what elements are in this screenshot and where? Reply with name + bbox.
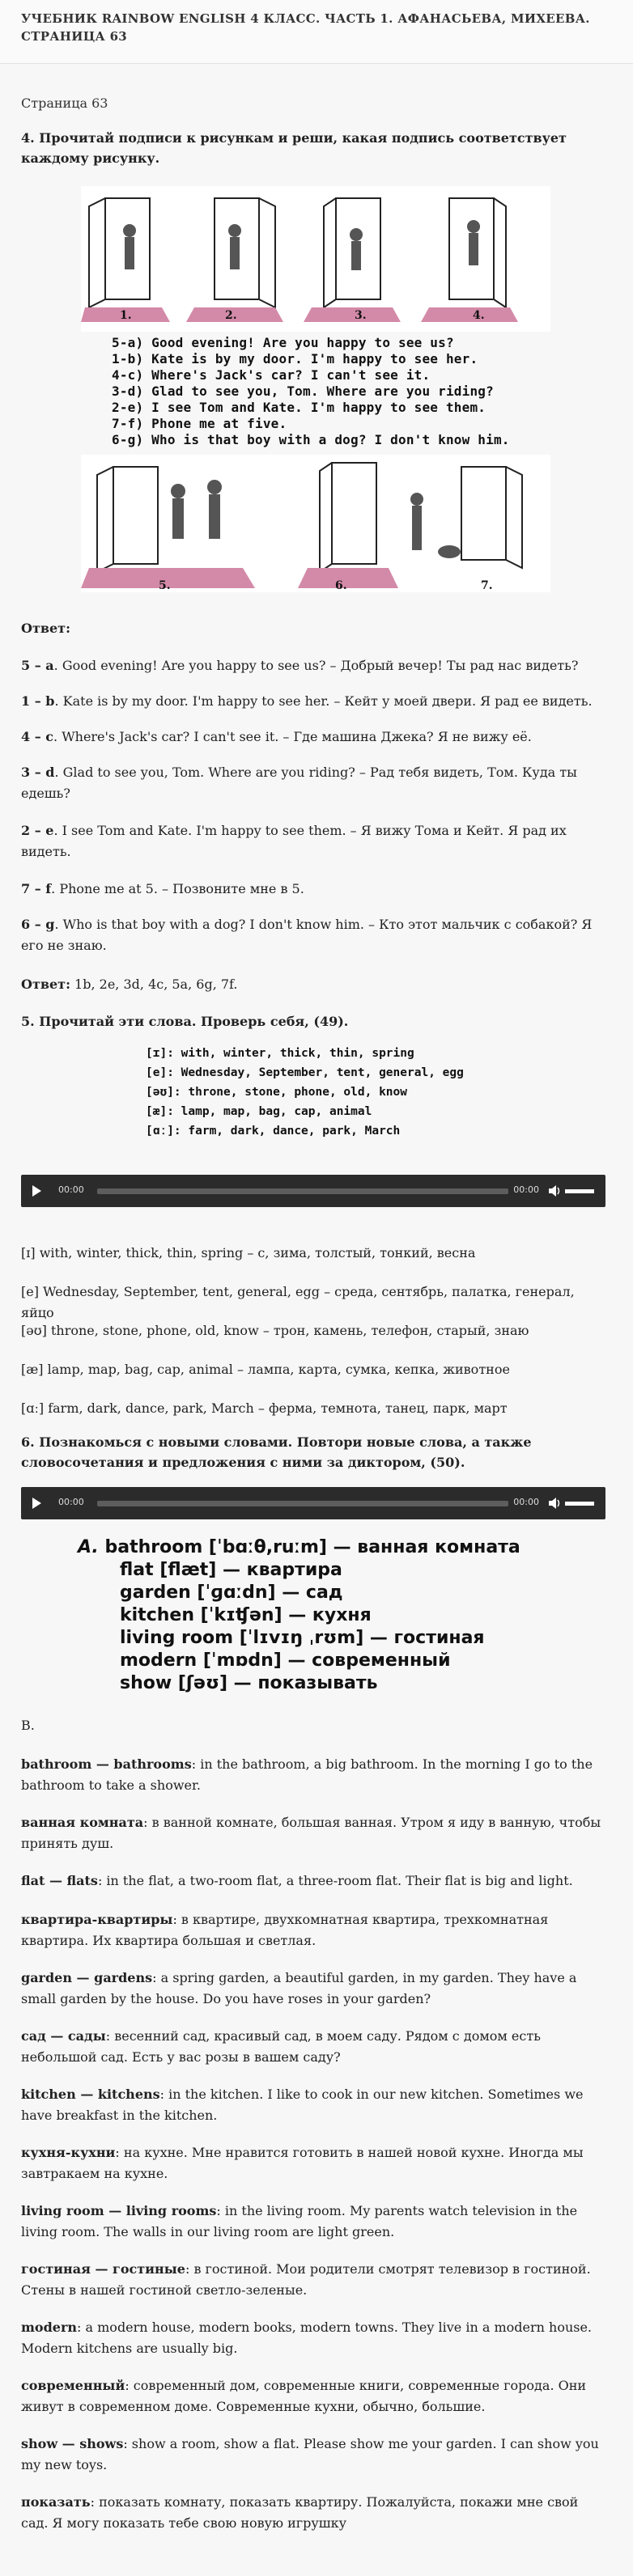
vocab-line: flat [flæt] — квартира bbox=[120, 1560, 342, 1580]
b-item-key: квартира-квартиры bbox=[21, 1912, 173, 1927]
translation-line: [æ] lamp, map, bag, cap, animal – лампа, карта, сумка, кепка, животное bbox=[21, 1362, 510, 1377]
figure-label-3: 3. bbox=[355, 309, 367, 322]
answer-summary-text: 1b, 2e, 3d, 4c, 5a, 6g, 7f. bbox=[70, 977, 238, 992]
exercise-line: 4-c) Where's Jack's car? I can't see it. bbox=[112, 367, 431, 383]
sound-line: [æ]: lamp, map, bag, cap, animal bbox=[146, 1105, 372, 1118]
b-item-key: гостиная — гостиные bbox=[21, 2261, 185, 2277]
b-item-key: garden — gardens bbox=[21, 1970, 153, 1985]
b-item bbox=[21, 1754, 608, 1796]
figure-label-1: 1. bbox=[120, 309, 132, 322]
doors-drawing-bottom bbox=[81, 455, 550, 592]
b-item-key: кухня-кухни bbox=[21, 2145, 116, 2160]
volume-icon[interactable] bbox=[549, 1497, 560, 1510]
vocab-line: show [ʃəʊ] — показывать bbox=[120, 1673, 378, 1693]
b-item bbox=[21, 1871, 608, 1892]
answer-summary bbox=[21, 974, 608, 995]
answer-text: . Who is that boy with a dog? I don't know him. – Кто этот мальчик с собакой? Я его не знаю. bbox=[21, 917, 593, 953]
vocab-line: modern [ˈmɒdn] — современный bbox=[120, 1650, 451, 1671]
b-item-key: ванная комната bbox=[21, 1815, 144, 1830]
audio-player-50 bbox=[21, 1487, 605, 1519]
vocab-marker: A. bbox=[78, 1537, 99, 1557]
volume-slider[interactable] bbox=[565, 1189, 594, 1193]
b-item-key: living room — living rooms bbox=[21, 2203, 217, 2218]
sound-line: [e]: Wednesday, September, tent, general, egg bbox=[146, 1066, 464, 1079]
b-item-text: : a modern house, modern books, modern towns. They live in a modern house. Modern kitchens are usually big. bbox=[21, 2320, 593, 2356]
b-item-text: : in the flat, a two-room flat, a three-room flat. Their flat is big and light. bbox=[97, 1873, 573, 1888]
b-item bbox=[21, 2084, 608, 2126]
b-item-text: : a spring garden, a beautiful garden, in my garden. They have a small garden by the house. Do you have roses in your garden? bbox=[21, 1970, 577, 2006]
translation-line: [e] Wednesday, September, tent, general, egg – среда, сентябрь, палатка, генерал, яйцо bbox=[21, 1284, 575, 1320]
vocab-line: garden [ˈɡɑːdn] — сад bbox=[120, 1582, 343, 1603]
answer-line bbox=[21, 691, 608, 712]
page-title: УЧЕБНИК RAINBOW ENGLISH 4 КЛАСС. ЧАСТЬ 1. АФАНАСЬЕВА, МИХЕЕВА. СТРАНИЦА 63 bbox=[21, 11, 590, 44]
b-item-text: : in the bathroom, a big bathroom. In the morning I go to the bathroom to take a shower. bbox=[21, 1756, 593, 1793]
answer-text: . Good evening! Are you happy to see us? – Добрый вечер! Ты рад нас видеть? bbox=[53, 658, 579, 673]
b-item-text: : в квартире, двухкомнатная квартира, трехкомнатная квартира. Их квартира большая и светлая. bbox=[21, 1912, 549, 1948]
answer-key: 7 – f bbox=[21, 881, 52, 896]
answer-line bbox=[21, 727, 608, 748]
b-item bbox=[21, 2142, 608, 2184]
answer-line bbox=[21, 879, 608, 900]
figure-label-2: 2. bbox=[225, 309, 237, 322]
b-item bbox=[21, 2259, 608, 2301]
answer-line bbox=[21, 914, 608, 956]
answer-line bbox=[21, 762, 608, 804]
b-item-text: : показать комнату, показать квартиру. Пожалуйста, покажи мне свой сад. Я могу показать тебе свою новую игрушку bbox=[21, 2494, 579, 2531]
exercise-line: 2-e) I see Tom and Kate. I'm happy to see them. bbox=[112, 400, 486, 415]
b-item-key: показать bbox=[21, 2494, 91, 2510]
play-icon[interactable] bbox=[32, 1185, 41, 1197]
illustration-doors-bottom bbox=[81, 455, 550, 592]
answer-key: 2 – e bbox=[21, 823, 54, 838]
answer-key: 4 – c bbox=[21, 729, 54, 744]
task-4-title: 4. Прочитай подписи к рисункам и реши, какая подпись соответствует каждому рисунку. bbox=[21, 130, 567, 166]
figure-label-7: 7. bbox=[481, 579, 493, 592]
answer-text: . Kate is by my door. I'm happy to see her. – Кейт у моей двери. Я рад ее видеть. bbox=[54, 693, 593, 709]
answer-key: 5 – a bbox=[21, 658, 54, 673]
answer-text: . Glad to see you, Tom. Where are you riding? – Рад тебя видеть, Том. Куда ты едешь? bbox=[21, 765, 577, 801]
b-item-key: современный bbox=[21, 2378, 125, 2393]
b-item-key: kitchen — kitchens bbox=[21, 2087, 160, 2102]
vocab-entry: bathroom [ˈbɑːθ,ruːm] — ванная комната bbox=[104, 1537, 520, 1557]
b-item-key: modern bbox=[21, 2320, 78, 2335]
b-item-text: : in the kitchen. I like to cook in our new kitchen. Sometimes we have breakfast in the kitchen. bbox=[21, 2087, 584, 2123]
b-item-text: : современный дом, современные книги, современные города. Они живут в современном доме. Современные кухни, обычно, большие. bbox=[21, 2378, 587, 2414]
translation-line: [ɪ] with, winter, thick, thin, spring – с, зима, толстый, тонкий, весна bbox=[21, 1245, 476, 1260]
b-item-key: flat — flats bbox=[21, 1873, 98, 1888]
b-item bbox=[21, 1812, 608, 1854]
answer-key: 3 – d bbox=[21, 765, 55, 780]
answer-line bbox=[21, 820, 608, 862]
b-item bbox=[21, 2375, 608, 2417]
sound-line: [əʊ]: throne, stone, phone, old, know bbox=[146, 1086, 408, 1099]
answer-key: 1 – b bbox=[21, 693, 55, 709]
translation-line: [ɑː] farm, dark, dance, park, March – ферма, темнота, танец, парк, март bbox=[21, 1400, 508, 1416]
answer-text: . Phone me at 5. – Позвоните мне в 5. bbox=[51, 881, 304, 896]
b-item bbox=[21, 1909, 608, 1951]
answer-line bbox=[21, 655, 608, 676]
b-item bbox=[21, 2026, 608, 2068]
audio-duration: 00:00 bbox=[513, 1497, 539, 1507]
audio-player-49 bbox=[21, 1175, 605, 1207]
answer-text: . Where's Jack's car? I can't see it. – Где машина Джека? Я не вижу её. bbox=[53, 729, 532, 744]
sound-line: [ɪ]: with, winter, thick, thin, spring bbox=[146, 1047, 414, 1060]
volume-slider[interactable] bbox=[565, 1502, 594, 1506]
answer-heading: Ответ: bbox=[21, 621, 70, 636]
audio-progress-bar[interactable] bbox=[97, 1188, 508, 1194]
vocab-line: kitchen [ˈkɪʧən] — кухня bbox=[120, 1605, 372, 1625]
b-item bbox=[21, 2434, 608, 2476]
b-item bbox=[21, 2201, 608, 2243]
figure-label-5: 5. bbox=[159, 579, 171, 592]
exercise-line: 6-g) Who is that boy with a dog? I don't know him. bbox=[112, 432, 510, 447]
audio-progress-bar[interactable] bbox=[97, 1501, 508, 1506]
b-item bbox=[21, 2317, 608, 2359]
exercise-line: 5-a) Good evening! Are you happy to see us? bbox=[112, 335, 454, 350]
answer-summary-key: Ответ: bbox=[21, 977, 70, 992]
section-b-label: B. bbox=[21, 1718, 35, 1733]
page-header bbox=[0, 0, 633, 64]
vocab-line bbox=[78, 1537, 520, 1557]
b-item-key: сад — сады bbox=[21, 2028, 106, 2044]
b-item-text: : в гостиной. Мои родители смотрят телевизор в гостиной. Стены в нашей гостиной светло-зеленые. bbox=[21, 2261, 591, 2298]
translation-line: [əʊ] throne, stone, phone, old, know – трон, камень, телефон, старый, знаю bbox=[21, 1323, 529, 1338]
task-5-title: 5. Прочитай эти слова. Проверь себя, (49). bbox=[21, 1014, 349, 1029]
exercise-line: 7-f) Phone me at five. bbox=[112, 416, 287, 431]
b-item-text: : show a room, show a flat. Please show me your garden. I can show you my new toys. bbox=[21, 2436, 599, 2472]
audio-current-time: 00:00 bbox=[58, 1184, 84, 1195]
b-item-text: : на кухне. Мне нравится готовить в нашей новой кухне. Иногда мы завтракаем на кухне. bbox=[21, 2145, 584, 2181]
play-icon[interactable] bbox=[32, 1498, 41, 1509]
b-item bbox=[21, 1968, 608, 2010]
figure-label-4: 4. bbox=[473, 309, 485, 322]
answer-key: 6 – g bbox=[21, 917, 55, 932]
task-6-title: 6. Познакомься с новыми словами. Повтори новые слова, а также словосочетания и предложения с ними за диктором, (50). bbox=[21, 1434, 532, 1470]
b-item-text: : in the living room. My parents watch television in the living room. The walls in our living room are light green. bbox=[21, 2203, 578, 2239]
sound-line: [ɑː]: farm, dark, dance, park, March bbox=[146, 1125, 401, 1138]
b-item-key: show — shows bbox=[21, 2436, 124, 2451]
b-item-key: bathroom — bathrooms bbox=[21, 1756, 192, 1772]
answer-text: . I see Tom and Kate. I'm happy to see them. – Я вижу Тома и Кейт. Я рад их видеть. bbox=[21, 823, 567, 859]
page-number-label: Страница 63 bbox=[21, 95, 108, 111]
audio-current-time: 00:00 bbox=[58, 1497, 84, 1507]
b-item-text: : весенний сад, красивый сад, в моем саду. Рядом с домом есть небольшой сад. Есть у вас розы в вашем саду? bbox=[21, 2028, 541, 2065]
b-item bbox=[21, 2492, 608, 2534]
volume-icon[interactable] bbox=[549, 1184, 560, 1197]
figure-label-6: 6. bbox=[335, 579, 347, 592]
exercise-line: 3-d) Glad to see you, Tom. Where are you riding? bbox=[112, 383, 494, 399]
audio-duration: 00:00 bbox=[513, 1184, 539, 1195]
vocab-line: living room [ˈlɪvɪŋ ˌrʊm] — гостиная bbox=[120, 1628, 485, 1648]
exercise-line: 1-b) Kate is by my door. I'm happy to see her. bbox=[112, 351, 478, 366]
b-item-text: : в ванной комнате, большая ванная. Утром я иду в ванную, чтобы принять душ. bbox=[21, 1815, 601, 1851]
